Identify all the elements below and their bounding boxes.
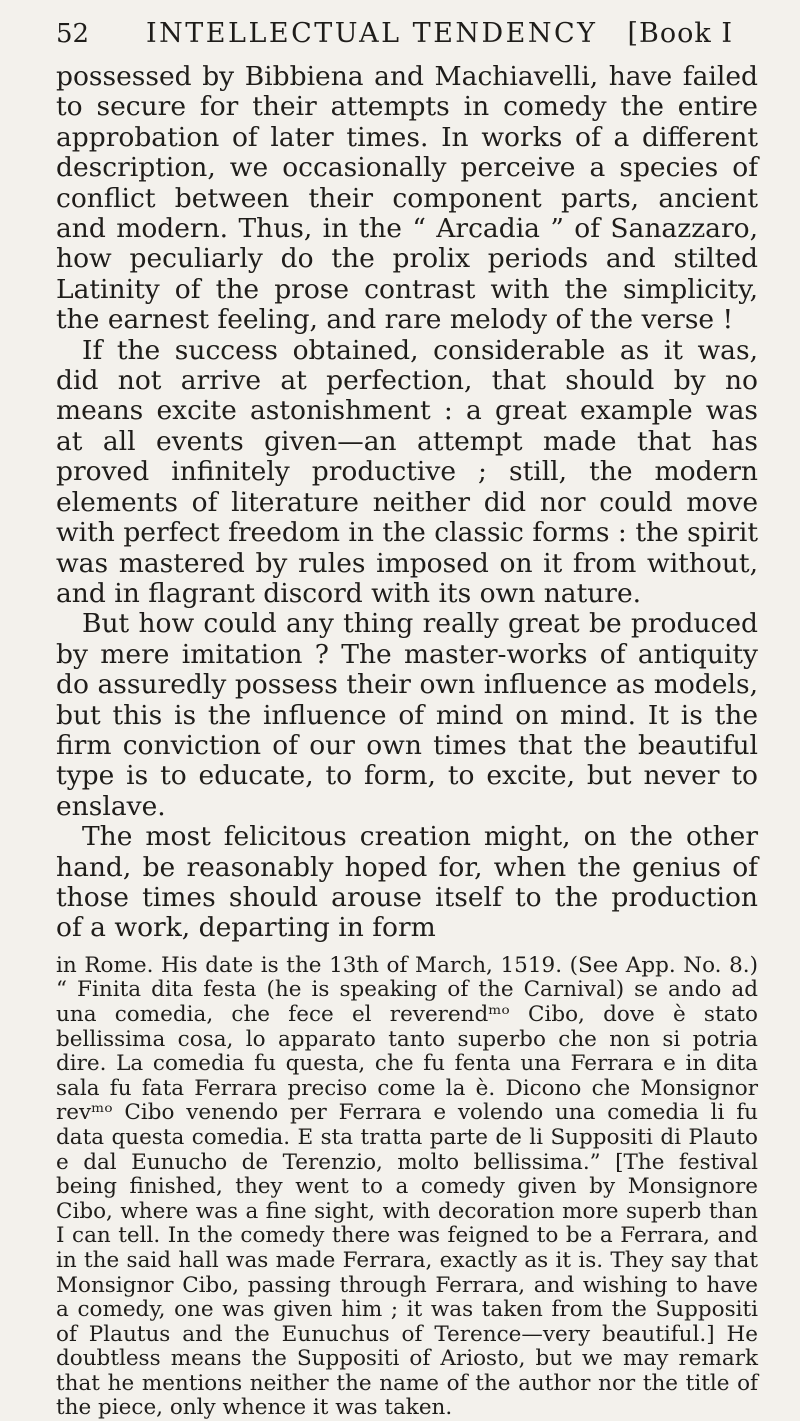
paragraph: If the success obtained, considerable as it was, did not arrive at perfection, that should by no means excite astonishment : a great example was at all events given—an attempt made that has proved infinitely productive ; still, the modern elements of literature neither did nor could move with perfect freedom in the classic forms : the spirit was mastered by rules imposed on it from without, and in flagrant discord with its own nature. <box>56 334 758 609</box>
page-number: 52 <box>56 19 90 49</box>
footnote <box>56 954 758 1421</box>
paragraph: possessed by Bibbiena and Machiavelli, have failed to secure for their attempts in comedy the entire approbation of later times. In works of a different description, we occasionally perceive a species of conflict between their component parts, ancient and modern. Thus, in the “ Arcadia ” of Sanazzaro, how peculiarly do the prolix periods and stilted Latinity of the prose contrast with the simplicity, the earnest feeling, and rare melody of the verse ! <box>56 61 758 336</box>
paragraph: The most felicitous creation might, on the other hand, be reasonably hoped for, when the genius of those times should arouse itself to the production of a work, departing in form <box>56 821 758 944</box>
running-head: INTELLECTUAL TENDENCY <box>146 18 598 49</box>
book-reference: [Book I <box>627 18 733 49</box>
footnote-text: in Rome. His date is the 13th of March, 1519. (See App. No. 8.) “ Finita dita festa (he is speaking of the Carnival) se ando ad una comedia, che fece el reverendᵐᵒ Cibo, dove è stato bellissima cosa, lo apparato tanto superbo che non si potria dire. La comedia fu questa, che fu fenta una Ferrara e in dita sala fu fata Ferrara preciso come la è. Dicono che Monsignor revᵐᵒ Cibo venendo per Ferrara e volendo una comedia li fu data questa comedia. E sta tratta parte de li Suppositi di Plauto e dal Eunucho de Terenzio, molto bellissima.” [The festival being finished, they went to a comedy given by Monsignore Cibo, where was a fine sight, with decoration more superb than I can tell. In the comedy there was feigned to be a Ferrara, and in the said hall was made Ferrara, exactly as it is. They say that Monsignor Cibo, passing through Ferrara, and wishing to have a comedy, one was given him ; it was taken from the Suppositi of Plautus and the Eunuchus of Terence—very beautiful.] He doubtless means the Suppositi of Ariosto, but we may remark that he mentions neither the name of the author nor the title of the piece, only whence it was taken. <box>56 952 758 1421</box>
paragraph: But how could any thing really great be produced by mere imitation ? The master-works of antiquity do assuredly possess their own influence as models, but this is the influence of mind on mind. It is the firm conviction of our own times that the beautiful type is to educate, to form, to excite, but never to enslave. <box>56 608 758 822</box>
main-text <box>56 62 758 944</box>
page-header <box>56 18 758 58</box>
